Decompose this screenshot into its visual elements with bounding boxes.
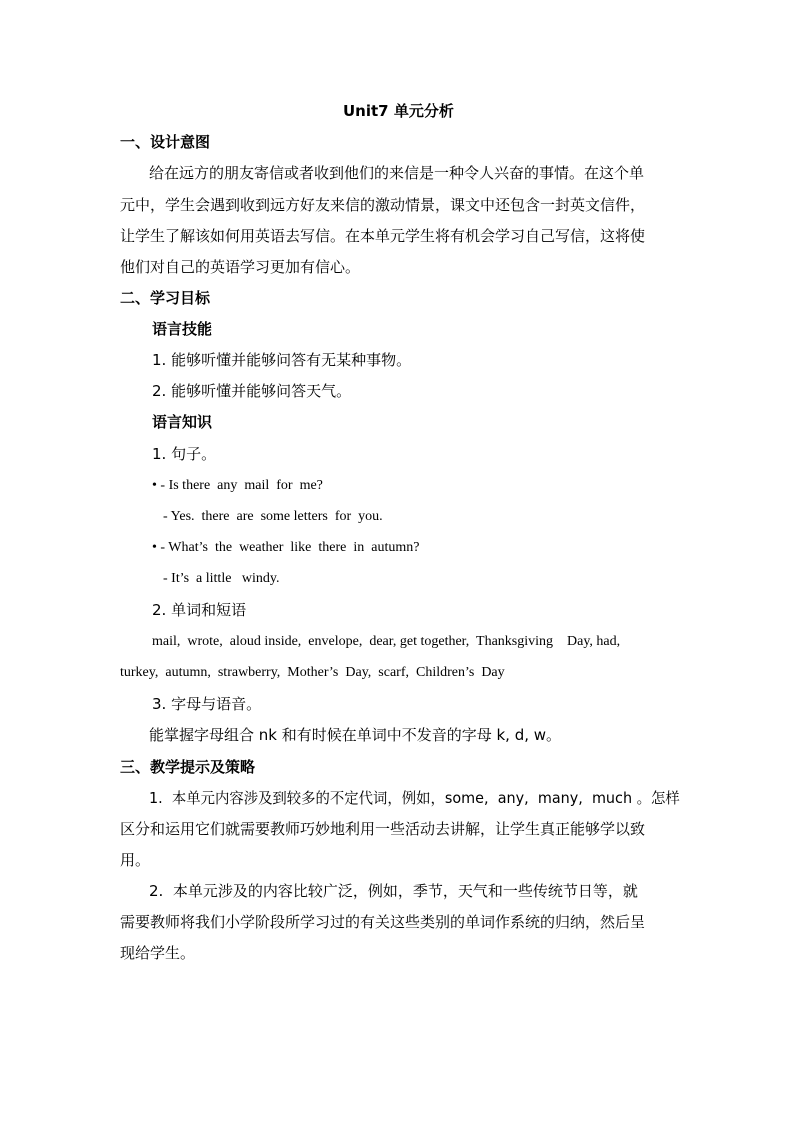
subheading-language-knowledge: 语言知识 <box>152 413 213 431</box>
page-title: Unit7 单元分析 <box>343 102 454 120</box>
paragraph-line: 2. 本单元涉及的内容比较广泛，例如，季节，天气和一些传统节日等，就 <box>149 882 638 900</box>
paragraph-line: 他们对自己的英语学习更加有信心。 <box>120 258 361 276</box>
dialogue-line: - Yes. there are some letters for you. <box>156 509 383 524</box>
paragraph-line: 给在远方的朋友寄信或者收到他们的来信是一种令人兴奋的事情。在这个单 <box>149 164 645 182</box>
words-line: turkey, autumn, strawberry, Mother’s Day, scarf, Children’s Day <box>120 665 505 680</box>
list-item-letters: 3. 字母与语音。 <box>152 695 262 713</box>
paragraph-line: 区分和运用它们就需要教师巧妙地利用一些活动去讲解，让学生真正能够学以致 <box>120 820 646 838</box>
paragraph-line: 用。 <box>120 851 151 869</box>
section-heading-learning-goals: 二、学习目标 <box>120 289 211 307</box>
list-item-words: 2. 单词和短语 <box>152 601 247 619</box>
dialogue-line: - It’s a little windy. <box>156 571 280 586</box>
list-item: 1. 能够听懂并能够问答有无某种事物。 <box>152 351 412 369</box>
dialogue-line: • - What’s the weather like there in autumn? <box>152 540 420 555</box>
paragraph-line: 1. 本单元内容涉及到较多的不定代词，例如，some, any, many, much 。怎样 <box>149 789 680 807</box>
section-heading-design-intent: 一、设计意图 <box>120 133 211 151</box>
letters-text: 能掌握字母组合 nk 和有时候在单词中不发音的字母 k, d, w。 <box>149 726 562 744</box>
paragraph-line: 让学生了解该如何用英语去写信。在本单元学生将有机会学习自己写信，这将使 <box>120 227 646 245</box>
words-line: mail, wrote, aloud inside, envelope, dear, get together, Thanksgiving Day, had, <box>152 634 621 649</box>
list-item-sentences: 1. 句子。 <box>152 445 217 463</box>
paragraph-line: 需要教师将我们小学阶段所学习过的有关这些类别的单词作系统的归纳，然后呈 <box>120 913 646 931</box>
subheading-language-skills: 语言技能 <box>152 320 213 338</box>
paragraph-line: 元中，学生会遇到收到远方好友来信的激动情景，课文中还包含一封英文信件， <box>120 196 646 214</box>
section-heading-teaching-tips: 三、教学提示及策略 <box>120 758 256 776</box>
list-item: 2. 能够听懂并能够问答天气。 <box>152 382 352 400</box>
paragraph-line: 现给学生。 <box>120 944 196 962</box>
dialogue-line: • - Is there any mail for me? <box>152 478 323 493</box>
